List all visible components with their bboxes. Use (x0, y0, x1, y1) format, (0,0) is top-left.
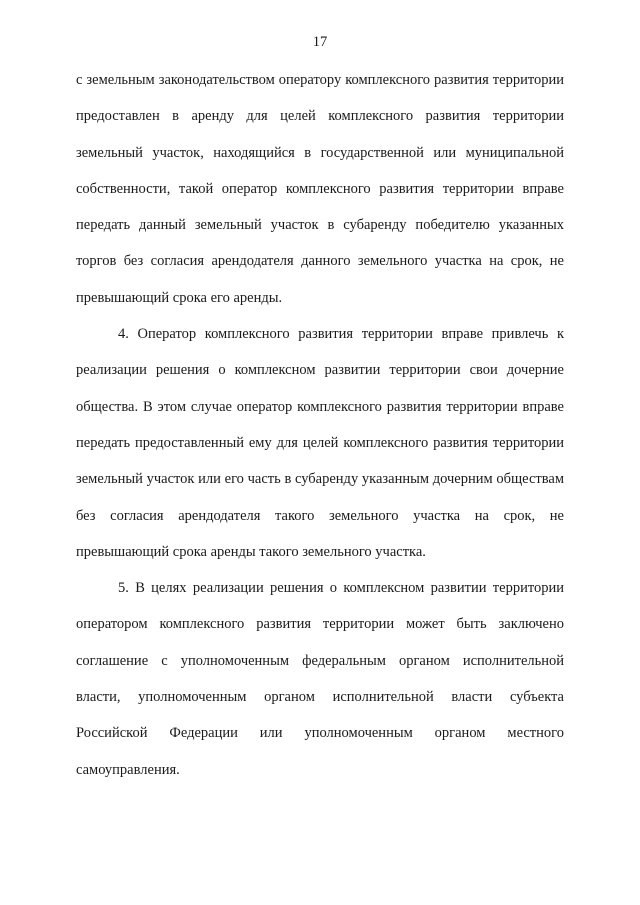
paragraph-continuation: с земельным законодательством оператору комплексного развития территории предоставлен в аренду для целей комплексного развития территории земельный участок, находящийся в государственной или муниципальной собственности, такой оператор комплексного развития территории вправе передать данный земельный участок в субаренду победителю указанных торгов без согласия арендодателя данного земельного участка на срок, не превышающий срока его аренды. (76, 72, 564, 306)
paragraph-item-4: 4. Оператор комплексного развития территории вправе привлечь к реализации решения о комплексном развитии территории свои дочерние общества. В этом случае оператор комплексного развития территории вправе передать предоставленный ему для целей комплексного развития территории земельный участок или его часть в субаренду указанным дочерним обществам без согласия арендодателя такого земельного участка на срок, не превышающий срока аренды такого земельного участка. (76, 326, 564, 560)
document-body (76, 62, 564, 788)
paragraph-item-5: 5. В целях реализации решения о комплексном развитии территории оператором комплексного развития территории может быть заключено соглашение с уполномоченным федеральным органом исполнительной власти, уполномоченным органом исполнительной власти субъекта Российской Федерации или уполномоченным органом местного самоуправления. (76, 580, 564, 778)
page-number: 17 (312, 34, 328, 50)
